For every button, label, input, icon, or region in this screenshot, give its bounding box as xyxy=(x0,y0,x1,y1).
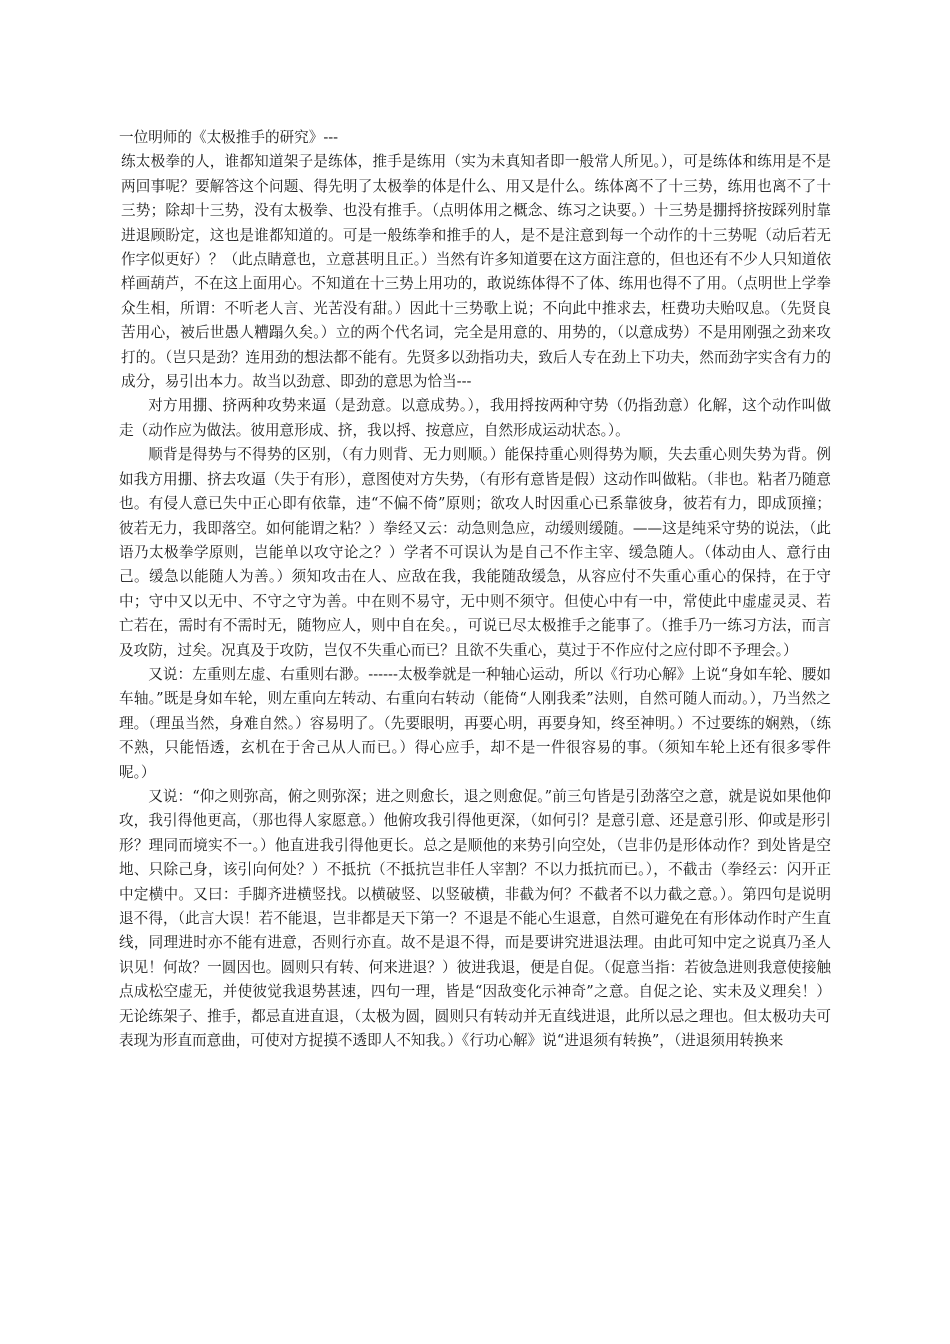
paragraph-4: 又说：左重则左虚、右重则右渺。------太极拳就是一种轴心运动，所以《行功心解》上说“身如车轮、腰如车轴。”既是身如车轮，则左重向左转动、右重向右转动（能倚“人刚我柔”法则，自然可随人而动。），乃当然之理。（理虽当然，身难自然。）容易明了。（先要眼明，再要心明，再要身知，终至神明。）不过要练的娴熟，（练不熟，只能悟透，玄机在于舍己从人而已。）得心应手，却不是一件很容易的事。（须知车轮上还有很多零件呢。） xyxy=(119,665,831,781)
document-page xyxy=(119,126,831,1053)
paragraph-1: 练太极拳的人，谁都知道架子是练体，推手是练用（实为未真知者即一般常人所见。），可是练体和练用是不是两回事呢？要解答这个问题、得先明了太极拳的体是什么、用又是什么。练体离不了十三势，练用也离不了十三势；除却十三势，没有太极拳、也没有推手。（点明体用之概念、练习之诀要。）十三势是掤捋挤按踩列肘靠进退顾盼定，这也是谁都知道的。可是一般练拳和推手的人，是不是注意到每一个动作的十三势呢（动后若无作字似更好）？（此点睛意也，立意甚明且正。）当然有许多知道要在这方面注意的，但也还有不少人只知道依样画葫芦，不在这上面用心。不知道在十三势上用功的，敢说练体得不了体、练用也得不了用。（点明世上学拳众生相，所谓：不听老人言、光苦没有甜。）因此十三势歌上说；不向此中推求去，枉费功夫贻叹息。（先贤良苦用心，被后世愚人糟蹋久矣。）立的两个代名词，完全是用意的、用势的，（以意成势）不是用刚强之劲来攻打的。（岂只是劲？连用劲的想法都不能有。先贤多以劲指功夫，致后人专在劲上下功夫，然而劲字实含有力的成分，易引出本力。故当以劲意、即劲的意思为恰当--- xyxy=(121,153,831,391)
paragraph-3: 顺背是得势与不得势的区别，（有力则背、无力则顺。）能保持重心则得势为顺，失去重心则失势为背。例如我方用掤、挤去攻逼（失于有形），意图使对方失势，（有形有意皆是假）这动作叫做粘。（非也。粘者乃随意也。有侵人意已失中正心即有依靠，违“不偏不倚”原则；欲攻人时因重心已系靠彼身，彼若有力，即成顶撞；彼若无力，我即落空。如何能谓之粘？）拳经又云：动急则急应，动缓则缓随。——这是纯采守势的说法，（此语乃太极拳学原则，岂能单以攻守论之？）学者不可误认为是自己不作主宰、缓急随人。（体动由人、意行由己。缓急以能随人为善。）须知攻击在人、应敌在我，我能随敌缓急，从容应付不失重心重心的保持，在于守中；守中又以无中、不守之守为善。中在则不易守，无中则不须守。但使心中有一中，常使此中虚虚灵灵、若亡若在，需时有不需时无，随物应人，则中自在矣。，可说已尽太极推手之能事了。（推手乃一练习方法，而言及攻防，过矣。况真及于攻防，岂仅不失重心而已？且欲不失重心，莫过于不作应付之应付即不予理会。） xyxy=(119,446,831,659)
document-title: 一位明师的《太极推手的研究》--- xyxy=(119,129,339,146)
paragraph-2: 对方用掤、挤两种攻势来逼（是劲意。以意成势。），我用捋按两种守势（仍指劲意）化解，这个动作叫做走（动作应为做法。彼用意形成、挤，我以捋、按意应，自然形成运动状态。）。 xyxy=(119,397,831,439)
paragraph-5: 又说：“仰之则弥高，俯之则弥深；进之则愈长，退之则愈促。”前三句皆是引劲落空之意，就是说如果他仰攻，我引得他更高，（那也得人家愿意。）他俯攻我引得他更深，（如何引？是意引意、还是意引形、仰或是形引形？理同而境实不一。）他直进我引得他更长。总之是顺他的来势引向空处，（岂非仍是形体动作？到处皆是空地、只除己身，该引向何处？）不抵抗（不抵抗岂非任人宰割？不以力抵抗而已。），不截击（拳经云：闪开正中定横中。又曰：手脚齐进横竖找。以横破竖、以竖破横，非截为何？不截者不以力截之意。）。第四句是说明退不得，（此言大误！若不能退，岂非都是天下第一？不退是不能心生退意，自然可避免在有形体动作时产生直线，同理进时亦不能有进意，否则行亦直。故不是退不得，而是要讲究进退法理。由此可知中定之说真乃圣人识见！何故？一圆因也。圆则只有转、何来进退？）彼进我退，便是自促。（促意当指：若彼急进则我意使接触点成松空虚无，并使彼觉我退势甚速，四句一理，皆是“因敌变化示神奇”之意。自促之论、实未及义理矣！）无论练架子、推手，都忌直进直退，（太极为圆，圆则只有转动并无直线进退，此所以忌之理也。但太极功夫可表现为形直而意曲，可使对方捉摸不透即人不知我。）《行功心解》说“进退须有转换”，（进退须用转换来 xyxy=(119,787,831,1050)
